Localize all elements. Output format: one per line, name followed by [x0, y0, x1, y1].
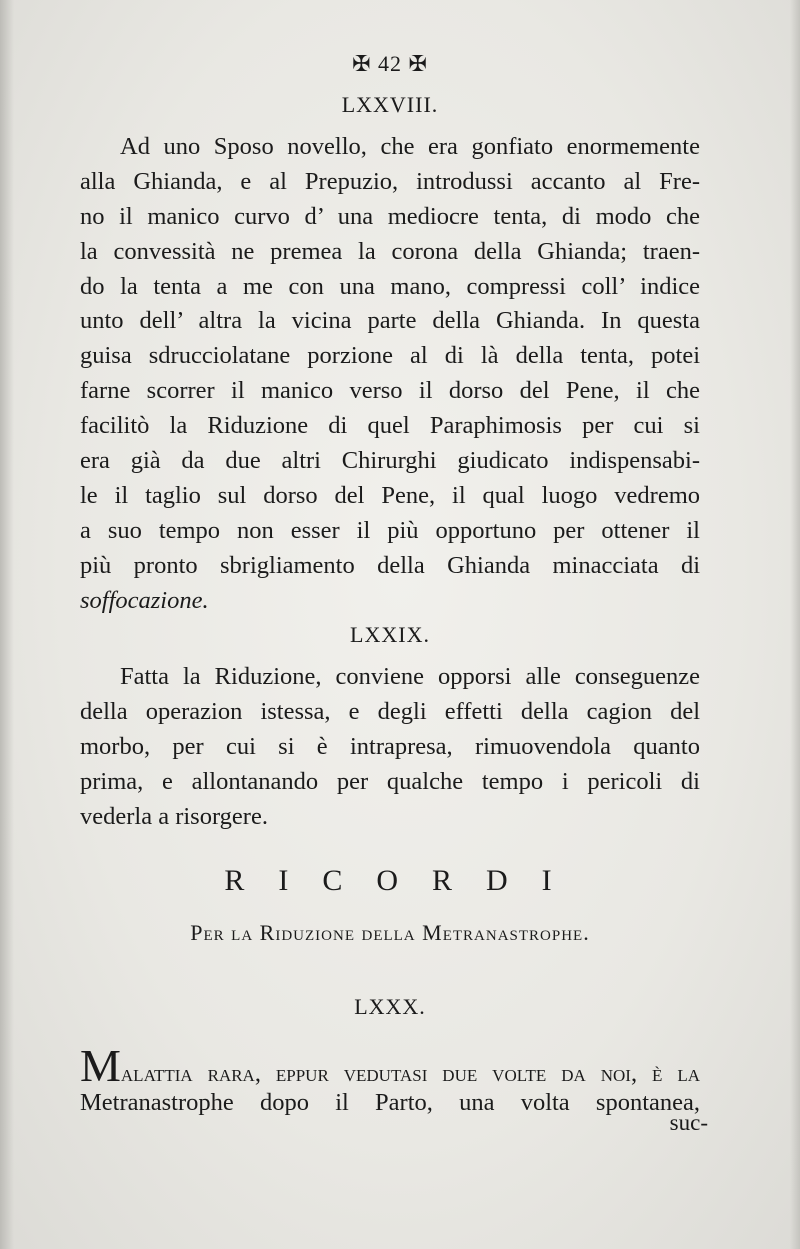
text-line: prima, e allontanando per qualche tempo i pericoli di [80, 768, 700, 796]
text-line: vederla a risorgere. [80, 803, 268, 831]
paragraph-lxxviii [80, 130, 700, 618]
text-line: della operazion istessa, e degli effetti della cagion del [80, 698, 700, 726]
text-line: guisa sdrucciolatane porzione al di là della tenta, potei [80, 342, 700, 370]
page-edge-shadow-right [790, 0, 800, 1249]
heading-ricordi: RICORDI [224, 863, 586, 897]
text-line: morbo, per cui si è intrapresa, rimuovendola quanto [80, 733, 700, 761]
text-line: Fatta la Riduzione, conviene opporsi alle conseguenze [120, 663, 700, 691]
text-line: no il manico curvo d’ una mediocre tenta, di modo che [80, 202, 700, 230]
text-line: era già da due altri Chirurghi giudicato indispensabi- [80, 447, 700, 475]
text-line: più pronto sbrigliamento della Ghianda minacciata di [80, 551, 700, 579]
subheading: Per la Riduzione della Metranastrophe. [190, 919, 590, 945]
paragraph-lxxx [80, 1039, 700, 1121]
text-line: le il taglio sul dorso del Pene, il qual luogo vedremo [80, 481, 700, 509]
text-line: facilitò la Riduzione di quel Paraphimosis per cui si [80, 412, 700, 440]
text-line: la convessità ne premea la corona della Ghianda; traen- [80, 237, 700, 265]
text-line: soffocazione. [80, 586, 209, 614]
text-line: unto dell’ altra la vicina parte della Ghianda. In questa [80, 307, 700, 335]
page-number: ✠ 42 ✠ [352, 51, 428, 76]
drop-capital: M [80, 1039, 121, 1091]
paragraph-lxxix [80, 660, 700, 834]
text-line-rest: alattia rara, eppur vedutasi due volte da noi, è la [120, 1059, 700, 1087]
text-line-with-dropcap [80, 1039, 700, 1091]
text-line: do la tenta a me con una mano, compressi coll’ indice [80, 272, 700, 300]
section-number-lxxviii: LXXVIII. [341, 92, 439, 117]
text-line: alla Ghianda, e al Prepuzio, introdussi accanto al Fre- [80, 167, 700, 195]
text-line: Ad uno Sposo novello, che era gonfiato enormemente [120, 133, 700, 160]
catchword: suc- [669, 1110, 708, 1135]
page-edge-shadow-left [0, 0, 14, 1249]
text-line: farne scorrer il manico verso il dorso del Pene, il che [80, 377, 700, 405]
page-content [80, 48, 700, 1121]
section-number-lxxix: LXXIX. [350, 622, 430, 648]
text-line: a suo tempo non esser il più opportuno per ottener il [80, 516, 700, 544]
text-line: Metranastrophe dopo il Parto, una volta spontanea, [80, 1088, 700, 1116]
section-number-lxxx: LXXX. [354, 993, 426, 1019]
